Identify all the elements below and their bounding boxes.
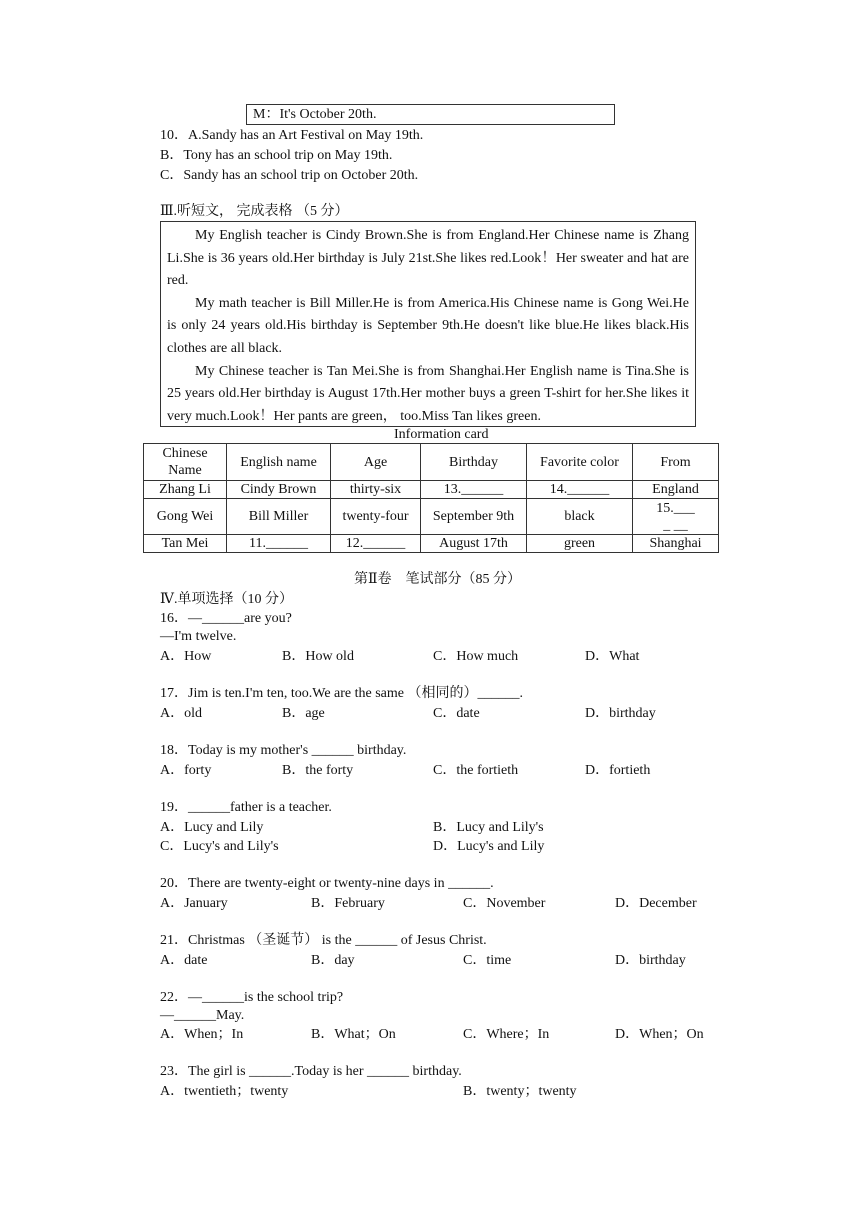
q16-option-d: D．What: [585, 649, 640, 664]
header-chinese-name: Chinese Name: [144, 444, 227, 481]
q17-option-a: A．old: [160, 706, 202, 721]
q18-option-c: C．the fortieth: [433, 763, 519, 778]
q17-option-b: B．age: [282, 706, 325, 721]
q23-option-a: A．twentieth；twenty: [160, 1084, 289, 1099]
q16-option-b: B．How old: [282, 649, 354, 664]
table-cell: 14.______: [527, 481, 633, 499]
q22-stem: 22．—______is the school trip?: [160, 990, 344, 1005]
header-from: From: [633, 444, 719, 481]
q21-option-a: A．date: [160, 953, 208, 968]
table-cell: Shanghai: [633, 535, 719, 553]
q19-option-b: B．Lucy and Lily's: [433, 820, 544, 835]
table-cell: twenty-four: [331, 499, 421, 535]
top-answer-text: M：It's October 20th.: [253, 107, 377, 122]
header-age: Age: [331, 444, 421, 481]
q17-stem: 17．Jim is ten.I'm ten, too.We are the same （相同的）______.: [160, 686, 524, 701]
q19-option-a: A．Lucy and Lily: [160, 820, 264, 835]
listening-passage: [160, 221, 696, 427]
section3-heading: Ⅲ.听短文， 完成表格 （5 分）: [160, 204, 349, 219]
q16-option-a: A．How: [160, 649, 212, 664]
q16-option-c: C．How much: [433, 649, 519, 664]
q22-option-d: D．When；On: [615, 1027, 704, 1042]
table-cell: black: [527, 499, 633, 535]
q21-option-d: D．birthday: [615, 953, 686, 968]
q16-stem: 16．—______are you?: [160, 611, 292, 626]
passage-paragraph: My English teacher is Cindy Brown.She is from England.Her Chinese name is Zhang Li.She is 36 years old.Her birthday is July 21st.She likes red.Look！Her sweater and hat are red.: [167, 228, 689, 289]
table-cell: Tan Mei: [144, 535, 227, 553]
table-cell: England: [633, 481, 719, 499]
q20-option-c: C．November: [463, 896, 546, 911]
table-cell: September 9th: [421, 499, 527, 535]
table-cell: Zhang Li: [144, 481, 227, 499]
table-cell: Gong Wei: [144, 499, 227, 535]
q18-option-a: A．forty: [160, 763, 212, 778]
table-row: [144, 499, 719, 535]
q18-option-d: D．fortieth: [585, 763, 651, 778]
information-card-table: [143, 443, 719, 553]
table-cell: 15.___ _ __: [633, 499, 719, 535]
table-cell: 11.______: [227, 535, 331, 553]
q18-option-b: B．the forty: [282, 763, 354, 778]
top-answer-box: [246, 104, 615, 125]
q10-option-c: C．Sandy has an school trip on October 20th.: [160, 168, 419, 183]
q19-option-d: D．Lucy's and Lily: [433, 839, 545, 854]
table-caption: Information card: [394, 427, 489, 442]
q20-option-d: D．December: [615, 896, 697, 911]
q19-option-c: C．Lucy's and Lily's: [160, 839, 279, 854]
q17-option-d: D．birthday: [585, 706, 656, 721]
table-cell: Bill Miller: [227, 499, 331, 535]
header-birthday: Birthday: [421, 444, 527, 481]
q23-stem: 23．The girl is ______.Today is her ______ birthday.: [160, 1064, 462, 1079]
table-row: [144, 481, 719, 499]
table-cell: Cindy Brown: [227, 481, 331, 499]
part2-title: 第Ⅱ卷 笔试部分（85 分）: [354, 572, 522, 587]
q17-option-c: C．date: [433, 706, 480, 721]
q20-option-a: A．January: [160, 896, 228, 911]
table-cell: thirty-six: [331, 481, 421, 499]
q21-option-c: C．time: [463, 953, 512, 968]
q23-option-b: B．twenty；twenty: [463, 1084, 577, 1099]
q21-option-b: B．day: [311, 953, 355, 968]
q22-option-c: C．Where；In: [463, 1027, 550, 1042]
q19-stem: 19．______father is a teacher.: [160, 800, 332, 815]
passage-paragraph: My math teacher is Bill Miller.He is from America.His Chinese name is Gong Wei.He is only 24 years old.His birthday is September 9th.He doesn't like blue.He likes black.His clothes are all black.: [167, 295, 689, 356]
table-cell: August 17th: [421, 535, 527, 553]
q20-stem: 20．There are twenty-eight or twenty-nine days in ______.: [160, 876, 494, 891]
q21-stem: 21．Christmas （圣诞节） is the ______ of Jesus Christ.: [160, 933, 487, 948]
q20-option-b: B．February: [311, 896, 385, 911]
table-cell: green: [527, 535, 633, 553]
q18-stem: 18．Today is my mother's ______ birthday.: [160, 743, 407, 758]
q10-option-a: 10．A.Sandy has an Art Festival on May 19th.: [160, 128, 424, 143]
q10-option-b: B．Tony has an school trip on May 19th.: [160, 148, 393, 163]
section4-heading: Ⅳ.单项选择（10 分）: [160, 592, 293, 607]
table-cell: 13.______: [421, 481, 527, 499]
q22-option-a: A．When；In: [160, 1027, 244, 1042]
header-english-name: English name: [227, 444, 331, 481]
q22-option-b: B．What；On: [311, 1027, 396, 1042]
table-cell: 12.______: [331, 535, 421, 553]
table-row: [144, 535, 719, 553]
q22-response: —______May.: [160, 1008, 245, 1023]
q16-response: —I'm twelve.: [160, 629, 237, 644]
header-favorite-color: Favorite color: [527, 444, 633, 481]
passage-paragraph: My Chinese teacher is Tan Mei.She is from Shanghai.Her English name is Tina.She is 25 years old.Her birthday is August 17th.Her mother buys a green T-shirt for her.She likes it very much.Look！Her pants are green， too.Miss Tan likes green.: [167, 363, 689, 424]
table-header-row: [144, 444, 719, 481]
